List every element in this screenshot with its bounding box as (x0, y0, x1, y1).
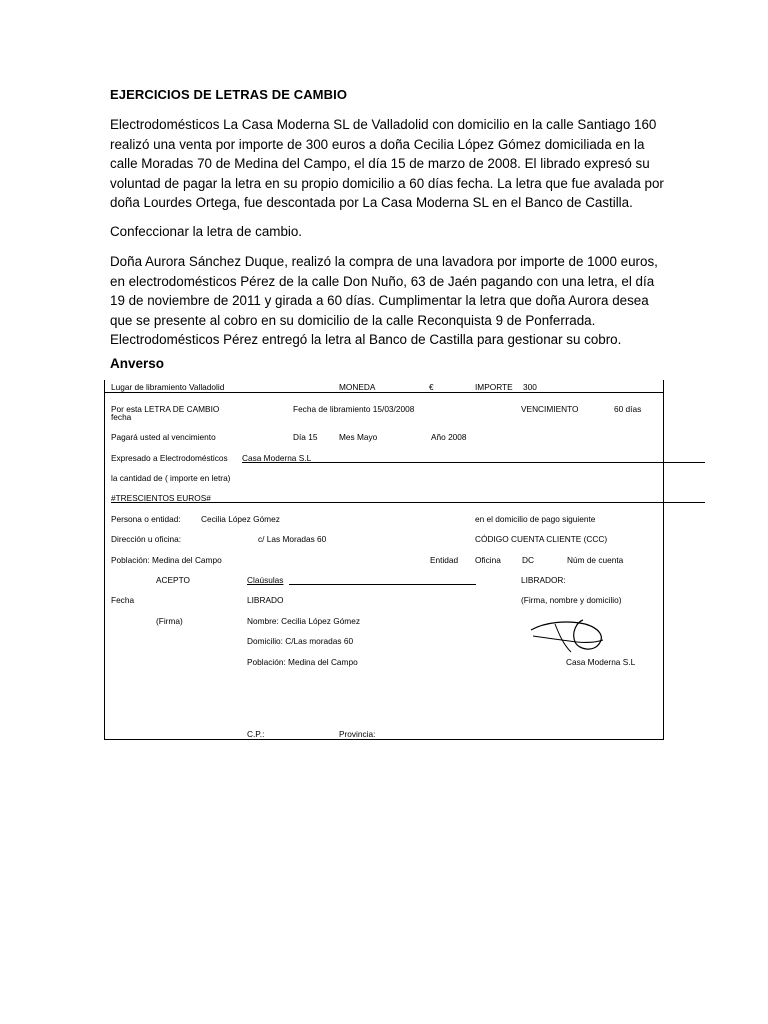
persona-label: Persona o entidad: (111, 514, 181, 524)
poblacion-label: Población: Medina del Campo (111, 555, 222, 565)
form-top-border (105, 392, 663, 393)
lugar-libramiento: Lugar de libramiento Valladolid (111, 382, 225, 392)
direccion-label: Dirección u oficina: (111, 534, 182, 544)
mes-value: Mes Mayo (339, 432, 378, 442)
librador-label: LIBRADOR: (521, 575, 566, 585)
domicilio-pago-label: en el domicilio de pago siguiente (475, 514, 596, 524)
bill-of-exchange-form (104, 380, 664, 740)
dia-value: Día 15 (293, 432, 318, 442)
direccion-value: c/ Las Moradas 60 (258, 534, 327, 544)
amount-line (111, 502, 705, 503)
anverso-heading: Anverso (110, 356, 165, 371)
amount-in-words: #TRESCIENTOS EUROS# (111, 493, 211, 503)
importe-label: IMPORTE (475, 382, 513, 392)
moneda-label: MONEDA (339, 382, 376, 392)
por-esta-letra: Por esta LETRA DE CAMBIO (111, 404, 220, 414)
librado-label: LIBRADO (247, 595, 284, 605)
librador-name: Casa Moderna S.L (566, 657, 636, 667)
exercise-instruction: Confeccionar la letra de cambio. (110, 224, 303, 239)
currency-symbol: € (429, 382, 434, 392)
anio-value: Año 2008 (431, 432, 467, 442)
firma-label: (Firma) (156, 616, 183, 626)
clausulas-line (289, 584, 476, 585)
vencimiento-label: VENCIMIENTO (521, 404, 579, 414)
fecha-libramiento: Fecha de libramiento 15/03/2008 (293, 404, 415, 414)
pagara-label: Pagará usted al vencimiento (111, 432, 216, 442)
entidad-label: Entidad (430, 555, 459, 565)
expresado-label: Expresado a Electrodomésticos (111, 453, 228, 463)
ccc-label: CÓDIGO CUENTA CLIENTE (CCC) (475, 534, 608, 544)
exercise-paragraph-1: Electrodomésticos La Casa Moderna SL de Valladolid con domicilio en la calle Santiago 160 realizó una venta por importe de 300 euros a doña Cecilia López Gómez domiciliada en la calle Moradas 70 de Medina del Campo, el día 15 de marzo de 2008. El librado expresó su voluntad de pagar la letra en su propio domicilio a 60 días fecha. La letra que fue avalada por doña Lourdes Ortega, fue descontada por La Casa Moderna SL en el Banco de Castilla. (110, 117, 664, 210)
clausulas-label: Claúsulas (247, 575, 284, 585)
vencimiento-value: 60 días (614, 404, 642, 414)
acepto-label: ACEPTO (156, 575, 190, 585)
exercise-paragraph-2: Doña Aurora Sánchez Duque, realizó la compra de una lavadora por importe de 1000 euros, en electrodomésticos Pérez de la calle Don Nuño, 63 de Jaén pagando con una letra, el día 19 de noviembre de 2011 y girada a 60 días. Cumplimentar la letra que doña Aurora desea que se presente al cobro en su domicilio de la calle Reconquista 9 de Ponferrada. Electrodomésticos Pérez entregó la letra al Banco de Castilla para gestionar su cobro. (110, 254, 658, 347)
document-heading: EJERCICIOS DE LETRAS DE CAMBIO (110, 87, 348, 102)
dc-label: DC (522, 555, 534, 565)
firma-nombre-label: (Firma, nombre y domicilio) (521, 595, 622, 605)
expresado-line (311, 462, 705, 463)
cp-label: C.P.: (247, 729, 265, 739)
fecha-small: fecha (111, 412, 132, 422)
num-cuenta-label: Núm de cuenta (567, 555, 624, 565)
librado-nombre: Nombre: Cecilia López Gómez (247, 616, 360, 626)
cantidad-label: la cantidad de ( importe en letra) (111, 473, 231, 483)
provincia-label: Provincia: (339, 729, 376, 739)
fecha-label: Fecha (111, 595, 135, 605)
librador-signature (527, 616, 607, 660)
oficina-label: Oficina (475, 555, 501, 565)
importe-value: 300 (523, 382, 537, 392)
expresado-value: Casa Moderna S.L (242, 453, 312, 463)
librado-domicilio: Domicilio: C/Las moradas 60 (247, 636, 354, 646)
librado-poblacion: Población: Medina del Campo (247, 657, 358, 667)
persona-value: Cecilia López Gómez (201, 514, 280, 524)
